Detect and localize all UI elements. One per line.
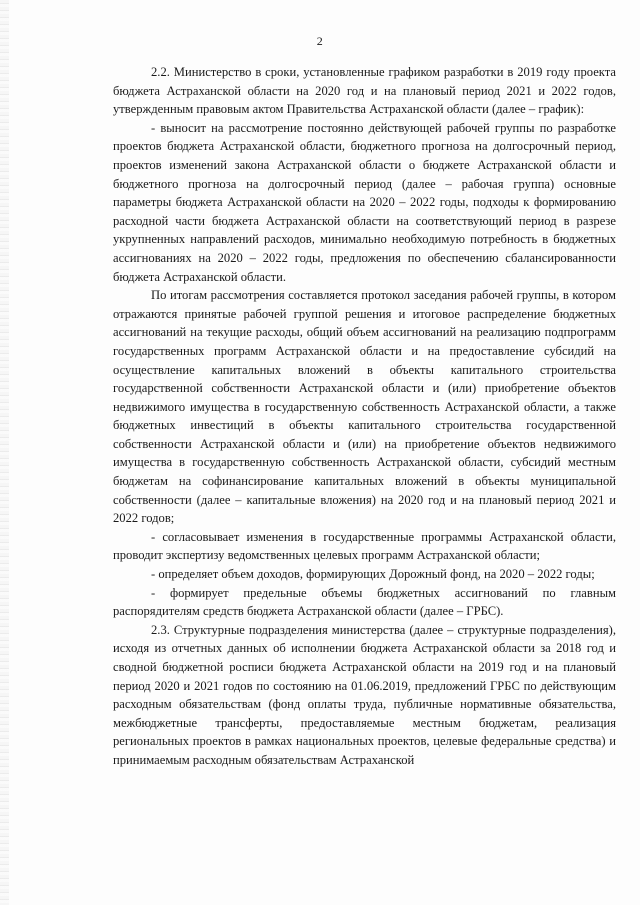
scan-edge-artifact [0, 0, 9, 905]
paragraph-2-3-structural-units: 2.3. Структурные подразделения министерства (далее – структурные подразделения), исходя из отчетных данных об исполнении бюджета Астраханской области за 2018 год и сводной бюджетной росписи бюджета Астраханской области на 2019 год и на плановый период 2020 и 2021 годов по состоянию на 01.06.2019, предложений ГРБС по действующим расходным обязательствам (фонд оплаты труда, публичные нормативные обязательства, межбюджетные трансферты, предоставляемые местным бюджетам, реализация региональных проектов в рамках национальных проектов, целевые федеральные средства) и принимаемым расходным обязательствам Астраханской [113, 622, 616, 767]
paragraph-road-fund: - определяет объем доходов, формирующих Дорожный фонд, на 2020 – 2022 годы; [151, 567, 595, 582]
document-body [113, 63, 616, 770]
paragraph-working-group: - выносит на рассмотрение постоянно действующей рабочей группы по разработке проектов бюджета Астраханской области, бюджетного прогноза на долгосрочный период, проектов изменений закона Астраханской области о бюджете Астраханской области и бюджетного прогноза на долгосрочный период (далее – рабочая группа) основные параметры бюджета Астраханской области на 2020 – 2022 годы, подходы к формированию расходной части бюджета Астраханской области на соответствующий период в разрезе укрупненных направлений расходов, минимально необходимую потребность в бюджетных ассигнованиях на 2020 – 2022 годы, предложения по обеспечению сбалансированности бюджета Астраханской области. [113, 120, 616, 284]
paragraph-grbs-limits: - формирует предельные объемы бюджетных ассигнований по главным распорядителям средств бюджета Астраханской области (далее – ГРБС). [113, 585, 616, 619]
paragraph-protocol: По итогам рассмотрения составляется протокол заседания рабочей группы, в котором отражаются принятые рабочей группой решения и итоговое распределение бюджетных ассигнований на текущие расходы, общий объем ассигнований на реализацию подпрограмм государственных программ Астраханской области и на предоставление субсидий на осуществление капитальных вложений в объекты капитального строительства государственной собственности Астраханской области и (или) приобретение объектов недвижимого имущества в государственную собственность Астраханской области, а также бюджетных инвестиций в объекты капитального строительства государственной собственности Астраханской области и (или) на приобретение объектов недвижимого имущества в государственную собственность Астраханской области, субсидий местным бюджетам на софинансирование капитальных вложений в объекты муниципальной собственности (далее – капитальные вложения) на 2020 год и на плановый период 2021 и 2022 годов; [113, 288, 616, 526]
paragraph-state-programs: - согласовывает изменения в государственные программы Астраханской области, проводит экспертизу ведомственных целевых программ Астраханской области; [113, 529, 616, 563]
page-number: 2 [316, 34, 324, 48]
paragraph-2-2-intro: 2.2. Министерство в сроки, установленные графиком разработки в 2019 году проекта бюджета Астраханской области на 2020 год и на плановый период 2021 и 2022 годов, утвержденным правовым актом Правительства Астраханской области (далее – график): [113, 65, 616, 117]
